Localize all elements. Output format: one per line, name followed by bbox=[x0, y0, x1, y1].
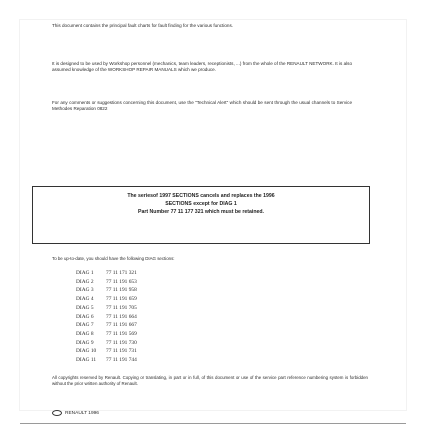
diag-part-number: 77 11 191 664 bbox=[106, 313, 137, 320]
diag-intro: To be up-to-date, you should have the following DIAG sections: bbox=[52, 256, 175, 261]
diag-name: DIAG 6 bbox=[76, 313, 94, 320]
notice-line-1: The seriesof 1997 SECTIONS cancels and replaces the 1996 bbox=[127, 193, 275, 199]
notice-line-3: Part Number 77 11 177 321 which must be retained. bbox=[138, 209, 264, 215]
diag-name: DIAG 5 bbox=[76, 304, 94, 311]
bottom-rule bbox=[20, 423, 406, 424]
diag-row bbox=[76, 304, 276, 313]
diag-name: DIAG 7 bbox=[76, 322, 94, 329]
comments-paragraph: For any comments or suggestions concerning this document, use the "Technical Alert" which should be sent through the usual channels to Service Methodes Reparation 0822 bbox=[52, 100, 352, 111]
diag-part-number: 77 11 191 653 bbox=[106, 278, 137, 285]
diag-name: DIAG 9 bbox=[76, 339, 94, 346]
document-page bbox=[20, 20, 406, 416]
diag-row bbox=[76, 321, 276, 330]
diag-name: DIAG 1 bbox=[76, 270, 94, 276]
notice-line-2: SECTIONS except for DIAG 1 bbox=[165, 201, 237, 207]
diag-part-number: 77 11 191 744 bbox=[106, 357, 137, 364]
diag-part-number: 77 11 191 730 bbox=[106, 339, 137, 346]
diag-part-number: 77 11 191 705 bbox=[106, 304, 137, 311]
diag-name: DIAG 11 bbox=[76, 357, 97, 364]
diag-part-number: 77 11 191 731 bbox=[106, 348, 137, 355]
diag-name: DIAG 4 bbox=[76, 296, 94, 303]
audience-paragraph: It is designed to be used by Workshop personnel (mechanics, team leaders, receptionists, ...) from the whole of the RENAULT NETWORK. It is also assumed knowledge of the WORKSHOP REPAIR MANUALS which we produce. bbox=[52, 61, 352, 72]
diag-part-number: 77 11 191 667 bbox=[106, 322, 137, 329]
diag-row bbox=[76, 347, 276, 356]
notice-box bbox=[32, 186, 370, 244]
footer bbox=[52, 410, 99, 416]
diag-row bbox=[76, 295, 276, 304]
diag-row bbox=[76, 278, 276, 287]
diag-row bbox=[76, 339, 276, 348]
diag-part-number: 77 11 171 321 bbox=[106, 270, 137, 276]
diag-part-number: 77 11 191 659 bbox=[106, 296, 137, 303]
diag-row bbox=[76, 330, 276, 339]
diag-row bbox=[76, 313, 276, 322]
renault-logo-icon bbox=[52, 410, 62, 416]
diag-name: DIAG 2 bbox=[76, 278, 94, 285]
intro-paragraph: This document contains the principal fault charts for fault finding for the various functions. bbox=[52, 23, 234, 28]
diag-part-number: 77 11 191 569 bbox=[106, 330, 137, 337]
diag-section-list bbox=[76, 269, 276, 365]
diag-row bbox=[76, 269, 276, 278]
copyright-notice: All copyrights reserved by Renault. Copying or translating, in part or in full, of this document or use of the service part reference numbering system is forbidden without the prior written authority of Renault. bbox=[52, 375, 368, 386]
diag-name: DIAG 3 bbox=[76, 287, 94, 294]
diag-part-number: 77 11 191 958 bbox=[106, 287, 137, 294]
diag-row bbox=[76, 286, 276, 295]
diag-name: DIAG 8 bbox=[76, 330, 94, 337]
diag-name: DIAG 10 bbox=[76, 348, 97, 355]
diag-row bbox=[76, 356, 276, 365]
footer-text: RENAULT 1996 bbox=[65, 410, 99, 416]
